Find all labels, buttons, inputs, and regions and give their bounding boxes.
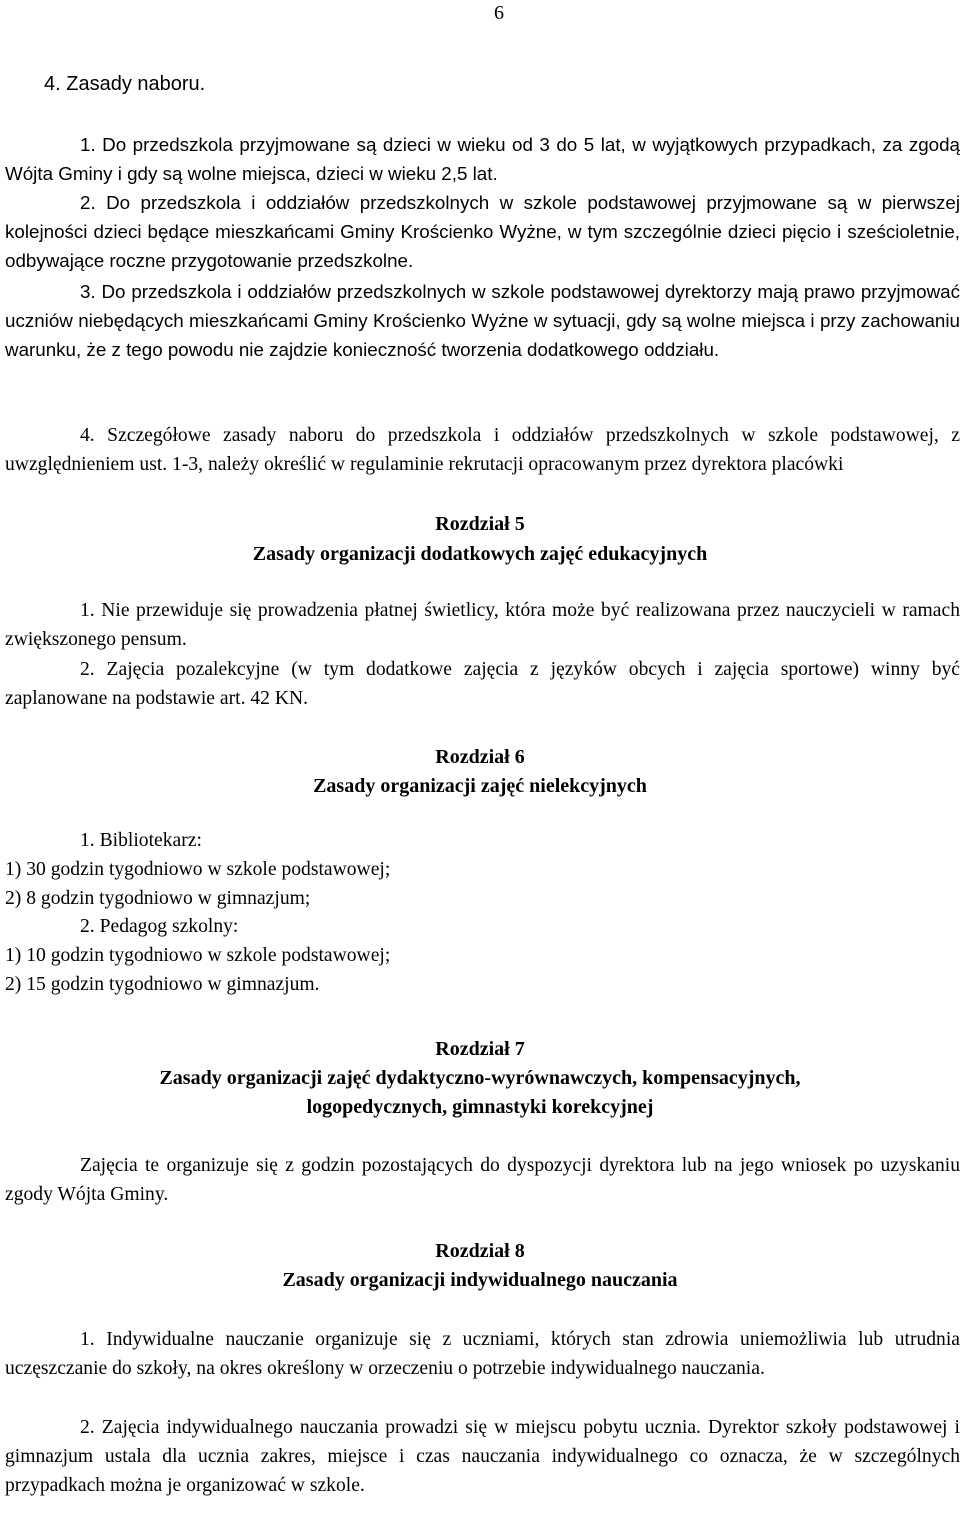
naboru-item-2-text: 2. Do przedszkola i oddziałów przedszkolnych w szkole podstawowej przyjmowane są w pierwszej kolejności dzieci będące mieszkańcami Gminy Krościenko Wyżne, w tym szczególnie dzieci pięcio i sześcioletnie, odbywające roczne przygotowanie przedszkolne. xyxy=(5,192,960,271)
chapter-6-line-6: 2) 15 godzin tygodniowo w gimnazjum. xyxy=(5,974,320,995)
chapter-8-item-2-text: 2. Zajęcia indywidualnego nauczania prowadzi się w miejscu pobytu ucznia. Dyrektor szkoły podstawowej i gimnazjum ustala dla ucznia zakres, miejsce i czas nauczania indywidualnego co oznacza, że w szczególnych przypadkach można je organizować w szkole. xyxy=(5,1417,960,1496)
chapter-5-item-2 xyxy=(5,655,960,713)
chapter-5-item-2-text: 2. Zajęcia pozalekcyjne (w tym dodatkowe zajęcia z języków obcych i zajęcia sportowe) winny być zaplanowane na podstawie art. 42 KN. xyxy=(5,659,960,709)
chapter-7-title-line-1: Zasady organizacji zajęć dydaktyczno-wyrównawczych, kompensacyjnych, xyxy=(159,1067,801,1089)
chapter-7-text xyxy=(5,1151,960,1209)
chapter-7-text-content: Zajęcia te organizuje się z godzin pozostających do dyspozycji dyrektora lub na jego wniosek po uzyskaniu zgody Wójta Gminy. xyxy=(5,1155,960,1205)
chapter-6-line-2: 1) 30 godzin tygodniowo w szkole podstawowej; xyxy=(5,859,391,880)
naboru-item-4 xyxy=(5,421,960,479)
page-number: 6 xyxy=(494,2,504,24)
naboru-item-1-text: 1. Do przedszkola przyjmowane są dzieci w wieku od 3 do 5 lat, w wyjątkowych przypadkach, za zgodą Wójta Gminy i gdy są wolne miejsca, dzieci w wieku 2,5 lat. xyxy=(5,134,960,184)
naboru-item-3 xyxy=(5,277,960,364)
chapter-8-item-2 xyxy=(5,1413,960,1500)
naboru-item-3-text: 3. Do przedszkola i oddziałów przedszkolnych w szkole podstawowej dyrektorzy mają prawo przyjmować uczniów niebędących mieszkańcami Gminy Krościenko Wyżne w sytuacji, gdy są wolne miejsca i przy zachowaniu warunku, że z tego powodu nie zajdzie konieczność tworzenia dodatkowego oddziału. xyxy=(5,281,960,360)
chapter-8-label: Rozdział 8 xyxy=(435,1240,525,1262)
chapter-6-line-4: 2. Pedagog szkolny: xyxy=(80,916,239,937)
chapter-8-item-1 xyxy=(5,1325,960,1383)
naboru-item-2 xyxy=(5,188,960,275)
chapter-6-title: Zasady organizacji zajęć nielekcyjnych xyxy=(313,775,647,797)
chapter-5-item-1 xyxy=(5,596,960,654)
chapter-8-title: Zasady organizacji indywidualnego nauczania xyxy=(282,1269,678,1291)
chapter-5-item-1-text: 1. Nie przewiduje się prowadzenia płatnej świetlicy, która może być realizowana przez nauczycieli w ramach zwiększonego pensum. xyxy=(5,600,960,650)
chapter-6-label: Rozdział 6 xyxy=(435,746,525,768)
naboru-item-4-text: 4. Szczegółowe zasady naboru do przedszkola i oddziałów przedszkolnych w szkole podstawowej, z uwzględnieniem ust. 1-3, należy określić w regulaminie rekrutacji opracowanym przez dyrektora placówki xyxy=(5,425,960,475)
chapter-5-title: Zasady organizacji dodatkowych zajęć edukacyjnych xyxy=(252,543,708,565)
chapter-6-line-1: 1. Bibliotekarz: xyxy=(80,830,202,851)
section-heading: 4. Zasady naboru. xyxy=(44,73,206,95)
chapter-5-label: Rozdział 5 xyxy=(435,513,525,535)
chapter-7-label: Rozdział 7 xyxy=(435,1038,525,1060)
chapter-6-line-5: 1) 10 godzin tygodniowo w szkole podstawowej; xyxy=(5,945,391,966)
chapter-8-item-1-text: 1. Indywidualne nauczanie organizuje się z uczniami, których stan zdrowia uniemożliwia lub utrudnia uczęszczanie do szkoły, na okres określony w orzeczeniu o potrzebie indywidualnego nauczania. xyxy=(5,1329,960,1379)
naboru-item-1 xyxy=(5,130,960,188)
chapter-7-title-line-2: logopedycznych, gimnastyki korekcyjnej xyxy=(306,1096,654,1118)
chapter-6-line-3: 2) 8 godzin tygodniowo w gimnazjum; xyxy=(5,888,311,909)
